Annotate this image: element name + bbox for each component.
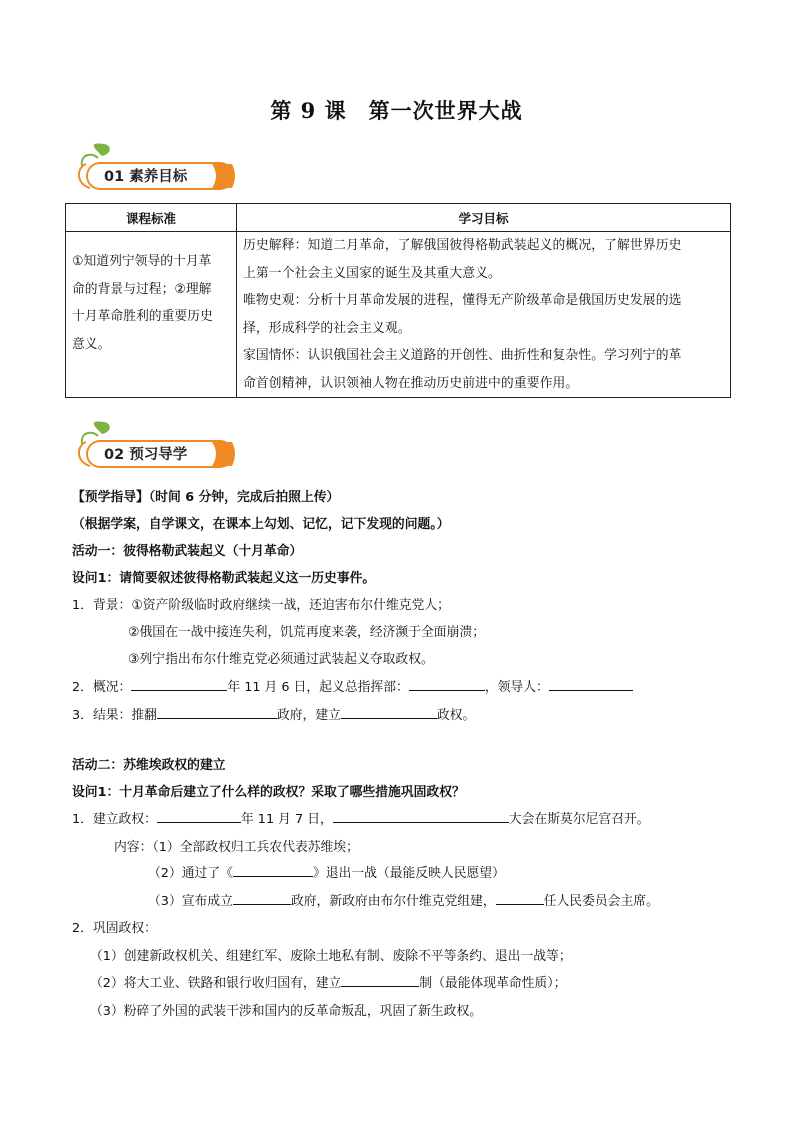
content-text: 任人民委员会主席。 (543, 894, 659, 909)
standard-line: ①知道列宁领导的十月革 (72, 254, 212, 269)
background-line: ②俄国在一战中接连失利，饥荒再度来袭，经济濒于全面崩溃； (128, 625, 485, 640)
activity-title: 活动一：彼得格勒武装起义（十月革命） (72, 544, 303, 559)
standard-line: 十月革命胜利的重要历史 (72, 309, 213, 324)
table-header-standard: 课程标准 (66, 204, 237, 232)
standard-line: 意义。 (72, 336, 111, 352)
consolidate-text: （2）将大工业、铁路和银行收归国有，建立 (90, 976, 342, 991)
establish-line (72, 808, 650, 827)
section-header-preview (72, 420, 247, 463)
objectives-table (65, 203, 731, 398)
section-header-literacy-goals (72, 142, 247, 185)
content-line (148, 862, 505, 881)
establish-text: 大会在斯莫尔尼宫召开。 (508, 812, 650, 827)
consolidate-item: （1）创建新政权机关、组建红军、废除土地私有制、废除不平等条约、退出一战等； (90, 949, 572, 964)
overview-label: 2．概况： (72, 680, 132, 695)
fill-blank[interactable] (131, 678, 227, 691)
consolidate-line: 2．巩固政权： (72, 921, 157, 936)
content-line (148, 890, 659, 909)
content-line: 内容：（1）全部政权归工兵农代表苏维埃； (114, 840, 359, 855)
consolidate-item: （3）粉碎了外国的武装干涉和国内的反革命叛乱，巩固了新生政权。 (90, 1004, 483, 1019)
fill-blank[interactable] (409, 678, 485, 691)
consolidate-item (90, 972, 566, 991)
background-line: 1．背景：①资产阶级临时政府继续一战，还迫害布尔什维克党人； (72, 598, 450, 613)
goal-line: 唯物史观：分析十月革命发展的进程，懂得无产阶级革命是俄国历史发展的选 (243, 293, 682, 308)
activity-question: 设问1：十月革命后建立了什么样的政权？采取了哪些措施巩固政权？ (72, 785, 465, 800)
goal-line: 命首创精神，认识领袖人物在推动历史前进中的重要作用。 (243, 375, 579, 391)
guide-line: 【预学指导】（时间 6 分钟，完成后拍照上传） (72, 490, 340, 505)
activity-question: 设问1：请简要叙述彼得格勒武装起义这一历史事件。 (72, 571, 376, 586)
fill-blank[interactable] (341, 974, 419, 987)
content-text: （2）通过了《 (148, 866, 233, 881)
goal-line: 家国情怀：认识俄国社会主义道路的开创性、曲折性和复杂性。学习列宁的革 (243, 348, 682, 363)
section-label: 01 素养目标 (104, 169, 188, 185)
fill-blank[interactable] (157, 810, 241, 823)
establish-text: 年 11 月 7 日， (240, 812, 333, 827)
fill-blank[interactable] (333, 810, 509, 823)
fill-blank[interactable] (341, 706, 437, 719)
table-header-goals: 学习目标 (237, 204, 731, 232)
overview-text: 年 11 月 6 日，起义总指挥部： (227, 680, 409, 695)
fill-blank[interactable] (157, 706, 277, 719)
overview-text: ，领导人： (484, 680, 549, 695)
result-text: 政府，建立 (276, 708, 341, 723)
goal-line: 上第一个社会主义国家的诞生及其重大意义。 (243, 265, 501, 281)
section-label: 02 预习导学 (104, 447, 188, 463)
goal-line: 历史解释：知道二月革命，了解俄国彼得格勒武装起义的概况，了解世界历史 (243, 238, 682, 253)
fill-blank[interactable] (496, 892, 544, 905)
standard-cell (66, 232, 237, 398)
standard-line: 命的背景与过程；②理解 (72, 281, 212, 297)
page-title: 第 9 课 第一次世界大战 (270, 98, 523, 123)
content-text: （3）宣布成立 (148, 894, 233, 909)
fill-blank[interactable] (233, 892, 291, 905)
activity-title: 活动二：苏维埃政权的建立 (72, 758, 226, 773)
establish-label: 1．建立政权： (72, 812, 157, 827)
fill-blank[interactable] (549, 678, 633, 691)
guide-line: （根据学案，自学课文，在课本上勾划、记忆，记下发现的问题。） (72, 517, 450, 532)
background-line: ③列宁指出布尔什维克党必须通过武装起义夺取政权。 (128, 652, 434, 667)
content-text: 》退出一战（最能反映人民愿望） (312, 866, 505, 881)
result-text: 政权。 (436, 708, 476, 723)
fill-blank[interactable] (233, 864, 313, 877)
result-label: 3．结果：推翻 (72, 708, 157, 723)
overview-line (72, 676, 633, 695)
result-line (72, 704, 475, 723)
consolidate-text: 制（最能体现革命性质）； (419, 976, 567, 991)
goals-cell (237, 232, 731, 398)
goal-line: 择，形成科学的社会主义观。 (243, 320, 411, 336)
content-text: 政府，新政府由布尔什维克党组建， (290, 894, 496, 909)
